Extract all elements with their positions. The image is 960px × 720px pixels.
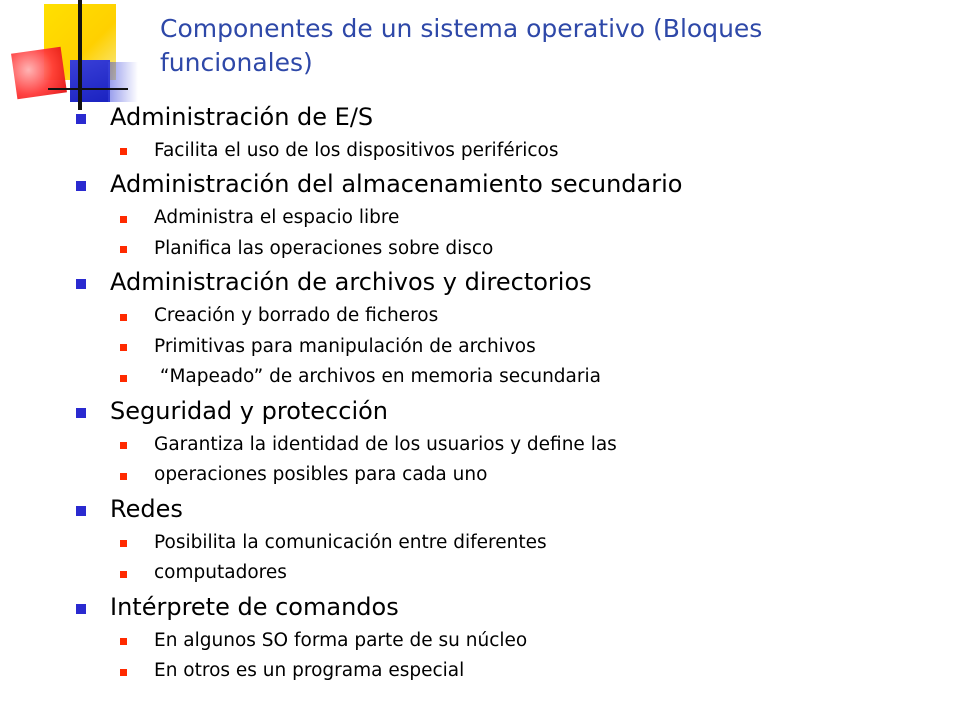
section-heading: Seguridad y protección [76, 392, 936, 429]
section-heading: Administración del almacenamiento secundario [76, 166, 936, 203]
blue-square-bullet-icon [76, 114, 86, 124]
section-item: Facilita el uso de los dispositivos periféricos [76, 135, 936, 166]
red-square-bullet-icon [120, 442, 127, 449]
horizontal-line-shape [48, 88, 128, 90]
blue-square-shape [70, 60, 110, 102]
blue-square-bullet-icon [76, 408, 86, 418]
section-heading: Intérprete de comandos [76, 588, 936, 625]
section-item: computadores [76, 558, 936, 589]
section-item: operaciones posibles para cada uno [76, 460, 936, 491]
blue-square-bullet-icon [76, 604, 86, 614]
blue-square-bullet-icon [76, 506, 86, 516]
red-square-bullet-icon [120, 669, 127, 676]
section-heading: Redes [76, 490, 936, 527]
section-item: Primitivas para manipulación de archivos [76, 331, 936, 362]
red-square-bullet-icon [120, 473, 127, 480]
red-square-bullet-icon [120, 375, 127, 382]
section-item: Administra el espacio libre [76, 203, 936, 234]
red-square-bullet-icon [120, 148, 127, 155]
section-item: “Mapeado” de archivos en memoria secundaria [76, 362, 936, 393]
section-item: Creación y borrado de ficheros [76, 301, 936, 332]
section-heading: Administración de E/S [76, 98, 936, 135]
section-item: Garantiza la identidad de los usuarios y define las [76, 429, 936, 460]
section-item: En otros es un programa especial [76, 656, 936, 687]
section-item: Posibilita la comunicación entre diferentes [76, 527, 936, 558]
red-square-bullet-icon [120, 246, 127, 253]
bullet-list [76, 98, 936, 686]
blue-square-bullet-icon [76, 181, 86, 191]
red-square-bullet-icon [120, 540, 127, 547]
red-square-bullet-icon [120, 344, 127, 351]
section-item: En algunos SO forma parte de su núcleo [76, 625, 936, 656]
slide-title: Componentes de un sistema operativo (Bloques funcionales) [160, 14, 763, 77]
vertical-line-shape [78, 0, 82, 110]
red-square-bullet-icon [120, 571, 127, 578]
blue-square-bullet-icon [76, 279, 86, 289]
blue-fade-shape [108, 62, 138, 102]
red-square-shape [11, 47, 67, 100]
section-item: Planifica las operaciones sobre disco [76, 233, 936, 264]
red-square-bullet-icon [120, 638, 127, 645]
red-square-bullet-icon [120, 314, 127, 321]
red-square-bullet-icon [120, 216, 127, 223]
section-heading: Administración de archivos y directorios [76, 264, 936, 301]
